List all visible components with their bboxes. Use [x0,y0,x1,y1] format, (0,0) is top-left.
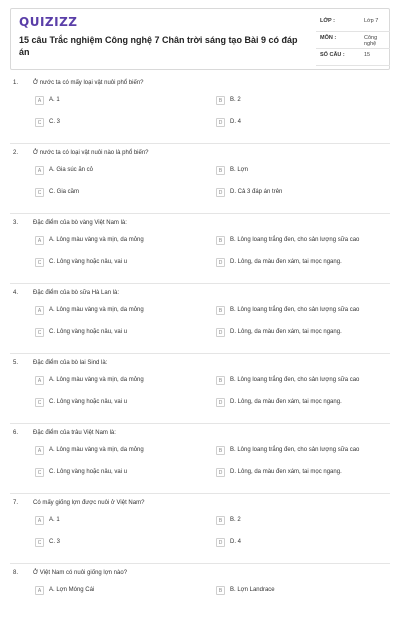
answer-option[interactable] [216,118,386,129]
answer-option[interactable] [216,376,386,387]
question-text: Đặc điểm của bò lai Sind là: [33,360,108,366]
option-letter-box[interactable]: A [35,376,44,385]
option-letter-box[interactable]: C [35,328,44,337]
option-letter-box[interactable]: B [216,516,225,525]
meta-label: SỐ CÂU : [320,52,345,58]
answer-option[interactable] [35,306,205,317]
meta-label: LỚP : [320,18,335,24]
question-text: Có mấy giống lợn được nuôi ở Việt Nam? [33,500,145,506]
question-number: 6. [13,430,19,436]
question-item [0,80,400,150]
question-divider [10,563,390,564]
question-number: 4. [13,290,19,296]
option-letter-box[interactable]: B [216,306,225,315]
answer-option[interactable] [216,96,386,107]
option-letter-box[interactable]: B [216,376,225,385]
answer-option[interactable] [35,516,205,527]
question-text: Đặc điểm của trâu Việt Nam là: [33,430,116,436]
option-letter-box[interactable]: D [216,328,225,337]
option-letter-box[interactable]: C [35,398,44,407]
answer-option[interactable] [35,446,205,457]
option-text: A. Lợn Móng Cái [49,587,95,593]
question-item [0,500,400,570]
question-divider [10,423,390,424]
answer-option[interactable] [216,166,386,177]
option-letter-box[interactable]: B [216,446,225,455]
answer-option[interactable] [216,538,386,549]
option-text: A. Lông màu vàng và mịn, da mỏng [49,307,144,313]
answer-option[interactable] [216,586,386,597]
answer-option[interactable] [35,586,205,597]
option-text: A. Gia súc ăn cỏ [49,167,94,173]
meta-row-count [316,49,390,66]
answer-option[interactable] [35,188,205,199]
question-item [0,220,400,290]
answer-option[interactable] [216,188,386,199]
option-text: D. Lông, da màu đen xám, tai mọc ngang. [230,399,342,405]
question-item [0,290,400,360]
option-letter-box[interactable]: A [35,516,44,525]
option-text: C. Lông vàng hoặc nâu, vai u [49,259,128,265]
meta-table [316,15,390,66]
question-item [0,150,400,220]
option-text: B. 2 [230,517,241,523]
option-letter-box[interactable]: D [216,188,225,197]
question-divider [10,143,390,144]
meta-label: MÔN : [320,35,337,41]
answer-option[interactable] [35,376,205,387]
question-text: Đặc điểm của bò vàng Việt Nam là: [33,220,127,226]
option-text: C. Lông vàng hoặc nâu, vai u [49,329,128,335]
answer-option[interactable] [35,398,205,409]
question-text: Đặc điểm của bò sữa Hà Lan là: [33,290,120,296]
option-text: B. Lông loang trắng đen, cho sản lượng sữa cao [230,377,360,383]
answer-option[interactable] [216,398,386,409]
question-divider [10,283,390,284]
option-text: D. Lông, da màu đen xám, tai mọc ngang. [230,329,342,335]
option-letter-box[interactable]: B [216,96,225,105]
meta-row-class [316,15,390,32]
option-text: D. Cả 3 đáp án trên [230,189,283,195]
answer-option[interactable] [216,328,386,339]
answer-option[interactable] [216,468,386,479]
option-text: D. Lông, da màu đen xám, tai mọc ngang. [230,469,342,475]
option-text: C. 3 [49,119,61,125]
option-letter-box[interactable]: A [35,446,44,455]
option-text: D. 4 [230,119,242,125]
option-text: D. 4 [230,539,242,545]
answer-option[interactable] [35,166,205,177]
question-number: 3. [13,220,19,226]
option-text: B. Lông loang trắng đen, cho sản lượng sữa cao [230,237,360,243]
question-number: 2. [13,150,19,156]
question-divider [10,353,390,354]
answer-option[interactable] [35,328,205,339]
answer-option[interactable] [216,516,386,527]
option-text: D. Lông, da màu đen xám, tai mọc ngang. [230,259,342,265]
answer-option[interactable] [35,236,205,247]
option-text: B. 2 [230,97,241,103]
option-letter-box[interactable]: C [35,468,44,477]
option-letter-box[interactable]: C [35,538,44,547]
answer-option[interactable] [35,538,205,549]
option-letter-box[interactable]: A [35,236,44,245]
option-text: C. 3 [49,539,61,545]
option-letter-box[interactable]: C [35,188,44,197]
option-letter-box[interactable]: D [216,258,225,267]
answer-option[interactable] [35,96,205,107]
option-text: A. Lông màu vàng và mịn, da mỏng [49,447,144,453]
answer-option[interactable] [35,468,205,479]
option-text: A. 1 [49,97,60,103]
question-text: Ở Việt Nam có nuôi giống lợn nào? [33,570,128,576]
question-divider [10,493,390,494]
option-text: B. Lông loang trắng đen, cho sản lượng sữa cao [230,447,360,453]
option-letter-box[interactable]: B [216,586,225,595]
question-number: 5. [13,360,19,366]
option-letter-box[interactable]: B [216,166,225,175]
question-text: Ở nước ta có loại vật nuôi nào là phổ biến? [33,150,149,156]
meta-row-subject [316,32,390,49]
answer-option[interactable] [35,118,205,129]
option-text: A. Lông màu vàng và mịn, da mỏng [49,377,144,383]
option-letter-box[interactable]: C [35,118,44,127]
meta-value: Lớp 7 [364,18,379,24]
meta-value: 15 [364,52,371,58]
question-item [0,360,400,430]
option-text: C. Lông vàng hoặc nâu, vai u [49,399,128,405]
question-divider [10,213,390,214]
option-letter-box[interactable]: A [35,306,44,315]
option-letter-box[interactable]: A [35,96,44,105]
option-letter-box[interactable]: D [216,398,225,407]
quizizz-logo: QUIZIZZ [19,15,78,29]
question-item [0,430,400,500]
meta-value: Công nghệ [364,35,378,47]
answer-option[interactable] [216,258,386,269]
worksheet-header [10,8,390,70]
option-letter-box[interactable]: D [216,118,225,127]
option-text: B. Lợn [230,167,248,173]
option-text: C. Gia cầm [49,189,80,195]
answer-option[interactable] [216,446,386,457]
option-letter-box[interactable]: A [35,586,44,595]
question-number: 8. [13,570,19,576]
answer-option[interactable] [35,258,205,269]
option-text: B. Lợn Landrace [230,587,275,593]
option-text: A. 1 [49,517,60,523]
question-item [0,570,400,640]
option-letter-box[interactable]: B [216,236,225,245]
option-text: A. Lông màu vàng và mịn, da mỏng [49,237,144,243]
option-letter-box[interactable]: C [35,258,44,267]
question-text: Ở nước ta có mấy loại vật nuôi phổ biến? [33,80,144,86]
option-text: B. Lông loang trắng đen, cho sản lượng sữa cao [230,307,360,313]
option-letter-box[interactable]: D [216,538,225,547]
option-text: C. Lông vàng hoặc nâu, vai u [49,469,128,475]
question-number: 1. [13,80,19,86]
option-letter-box[interactable]: A [35,166,44,175]
question-number: 7. [13,500,19,506]
page-title: 15 câu Trắc nghiệm Công nghệ 7 Chân trời sáng tạo Bài 9 có đáp án [19,35,298,57]
answer-option[interactable] [216,306,386,317]
answer-option[interactable] [216,236,386,247]
option-letter-box[interactable]: D [216,468,225,477]
